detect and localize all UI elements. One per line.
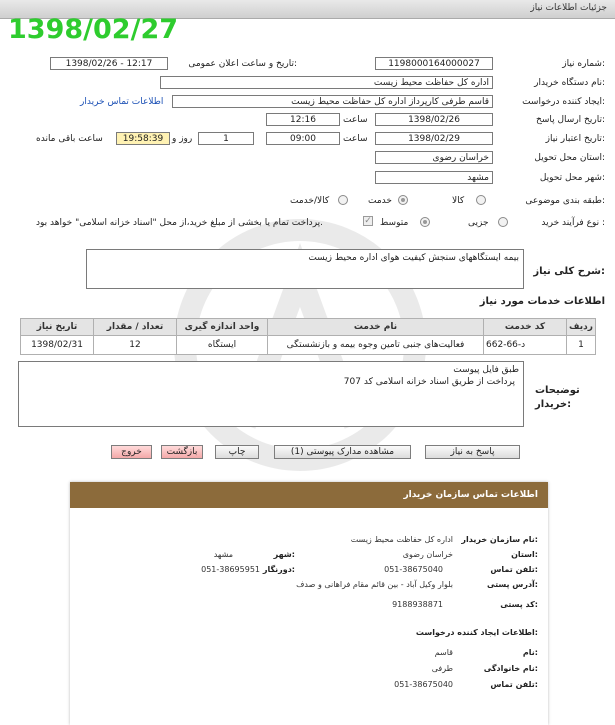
buyer-notes-line1: طبق فایل پیوست: [453, 365, 519, 375]
family-value: طرفی: [431, 664, 453, 673]
city-value-2: مشهد: [213, 550, 233, 559]
attachments-button[interactable]: مشاهده مدارک پیوستی (1): [274, 445, 411, 459]
col-row: ردیف: [567, 319, 596, 336]
category-radio-service[interactable]: [398, 195, 408, 205]
print-button[interactable]: چاپ: [215, 445, 259, 459]
reply-button[interactable]: پاسخ به نیاز: [425, 445, 520, 459]
category-option-service: خدمت: [368, 196, 392, 206]
col-service-name: نام خدمت: [268, 319, 484, 336]
services-title: اطلاعات خدمات مورد نیاز: [479, 296, 605, 307]
buyer-notes-line2: پرداخت از طریق اسناد خزانه اسلامی کد 707: [343, 377, 515, 387]
name-value: قاسم: [434, 648, 453, 657]
province-value-2: خراسان رضوی: [402, 550, 453, 559]
contact-panel: [70, 482, 548, 725]
col-need-date: تاریخ نیاز: [21, 319, 94, 336]
fax-label: دورنگار:: [262, 565, 295, 574]
validity-date-field: 1398/02/29: [375, 132, 493, 145]
category-radio-goods[interactable]: [476, 195, 486, 205]
services-table: [20, 318, 596, 355]
remaining-time-field: 19:58:39: [116, 132, 170, 145]
window-title: جزئیات اطلاعات نیاز: [530, 3, 607, 13]
address-value: بلوار وکیل آباد - بین قائم مقام فراهانی و صدف: [296, 580, 453, 589]
creator-section-title: اطلاعات ایجاد کننده درخواست:: [415, 628, 538, 637]
creator-phone-label: تلفن تماس:: [490, 680, 538, 689]
process-radio-minor[interactable]: [498, 217, 508, 227]
phone-label: تلفن تماس:: [490, 565, 538, 574]
category-label: طبقه بندی موضوعی:: [525, 196, 605, 206]
postal-value: 9188938871: [392, 600, 443, 609]
process-radio-medium[interactable]: [420, 217, 430, 227]
treasury-payment-checkbox[interactable]: ✓: [364, 216, 372, 226]
category-radio-goods-service[interactable]: [338, 195, 348, 205]
city-label-2: شهر:: [273, 550, 295, 559]
cell-row: 1: [567, 336, 596, 355]
buyer-contact-link[interactable]: اطلاعات تماس خریدار: [80, 97, 164, 107]
back-button[interactable]: بازگشت: [161, 445, 203, 459]
postal-label: کد پستی:: [500, 600, 538, 609]
remaining-label: ساعت باقی مانده: [36, 134, 103, 144]
validity-hour-label: ساعت: [343, 134, 368, 144]
creator-field: قاسم طرفی کارپرداز اداره کل حفاظت محیط زیست: [172, 95, 493, 108]
need-number-field: 1198000164000027: [375, 57, 493, 70]
reply-time-field: 12:16: [266, 113, 340, 126]
creator-phone-value: 051-38675040: [394, 680, 453, 689]
buyer-notes-label: توضیحات خریدار:: [535, 385, 580, 410]
province-label: استان محل تحویل:: [534, 153, 605, 163]
announce-label: تاریخ و ساعت اعلان عمومی:: [188, 59, 297, 69]
validity-time-field: 09:00: [266, 132, 340, 145]
validity-label: تاریخ اعتبار نیاز:: [545, 134, 605, 144]
creator-label: ایجاد کننده درخواست:: [522, 97, 605, 107]
reply-deadline-label: تاریخ ارسال پاسخ:: [536, 115, 605, 125]
contact-panel-header: [70, 482, 548, 508]
category-option-goods: کالا: [452, 196, 465, 206]
need-number-label: شماره نیاز:: [562, 59, 605, 69]
reply-date-field: 1398/02/26: [375, 113, 493, 126]
org-label: نام سازمان خریدار:: [461, 535, 538, 544]
family-label: نام خانوادگی:: [483, 664, 538, 673]
city-field: مشهد: [375, 171, 493, 184]
header-date: 1398/02/27: [8, 14, 179, 45]
services-header-row: [21, 319, 596, 336]
exit-button[interactable]: خروج: [111, 445, 152, 459]
cell-service-name: فعالیت‌های جنبی تامین وجوه بیمه و بازنشستگی: [268, 336, 484, 355]
phone-value: 051-38675040: [384, 565, 443, 574]
category-option-goods-service: کالا/خدمت: [290, 196, 330, 206]
buyer-notes-box: [18, 361, 524, 427]
col-quantity: تعداد / مقدار: [94, 319, 177, 336]
process-label: نوع فرآیند خرید :: [541, 218, 605, 228]
province-label-2: استان:: [511, 550, 538, 559]
payment-note: پرداخت تمام یا بخشی از مبلغ خرید،از محل "اسناد خزانه اسلامی" خواهد بود.: [36, 218, 324, 228]
days-label: روز و: [172, 134, 193, 144]
remaining-days-field: 1: [198, 132, 254, 145]
contact-panel-title: اطلاعات تماس سازمان خریدار: [403, 490, 538, 500]
cell-need-date: 1398/02/31: [21, 336, 94, 355]
cell-service-code: د-66-662: [484, 336, 567, 355]
general-description-box: [86, 249, 524, 289]
address-label: آدرس پستی:: [487, 580, 538, 589]
col-unit: واحد اندازه گیری: [177, 319, 268, 336]
process-option-minor: جزیی: [468, 218, 489, 228]
org-value: اداره کل حفاظت محیط زیست: [350, 535, 453, 544]
fax-value: 051-38695951: [201, 565, 260, 574]
general-description-label: شرح کلی نیاز:: [533, 266, 605, 277]
buyer-field: اداره کل حفاظت محیط زیست: [160, 76, 493, 89]
buyer-label: نام دستگاه خریدار:: [534, 78, 605, 88]
process-option-medium: متوسط: [380, 218, 409, 228]
reply-hour-label: ساعت: [343, 115, 368, 125]
general-description-text: بیمه ایستگاههای سنجش کیفیت هوای اداره محیط زیست: [308, 253, 519, 263]
announce-field: 1398/02/26 - 12:17: [50, 57, 168, 70]
table-row: [21, 336, 596, 355]
cell-unit: ایستگاه: [177, 336, 268, 355]
province-field: خراسان رضوی: [375, 151, 493, 164]
city-label: شهر محل تحویل:: [539, 173, 605, 183]
col-service-code: کد خدمت: [484, 319, 567, 336]
cell-quantity: 12: [94, 336, 177, 355]
name-label: نام:: [522, 648, 538, 657]
